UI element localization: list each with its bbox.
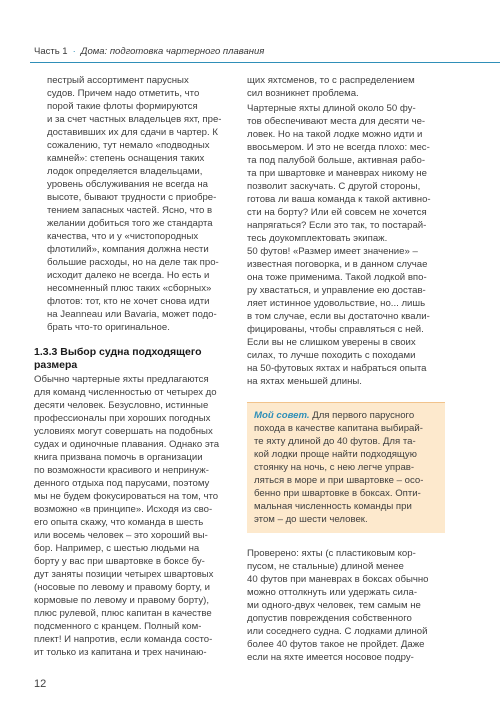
running-header xyxy=(0,44,500,62)
left-paragraph-2: Обычно чартерные яхты предлагаются для команд численностью от четырех до десяти человек. Безусловно, истинные профессионалы при хороших погодных условиях могут совершать на подобных судах и одиночные плавания. Однако эта книга призвана помочь в организации по возможности красивого и непринуж- денного отдыха под парусами, поэтому мы не будем фокусироваться на том, что возможно «в принципе». Исходя из сво- его опыта скажу, что команда в шесть или восемь человек – это хороший вы- бор. Например, с шестью людьми на борту у вас при швартовке в боксе бу- дут заняты позиции четырех швартовых (носовые по левому и правому борту, и кормовые по левому и правому борту), плюс рулевой, плюс капитан в качестве подсменного с кранцем. Полный ком- плект! И напротив, если команда состо- ит только из капитана и трех начинаю- xyxy=(34,374,220,658)
tip-text-block xyxy=(254,409,438,526)
right-paragraph-2: Чартерные яхты длиной около 50 фу- тов обеспечивают места для десяти че- ловек. Но на такой лодке можно идти и ввосьмером. И это не всегда плохо: мес- та под палубой больше, активная рабо- та при швартовке и маневрах никому не позволит заскучать. С другой стороны, готова ли ваша команда к такой активно- сти на борту? Или ей совсем не хочется напрягаться? Если это так, то постарай- тесь доукомплектовать экипаж. xyxy=(247,103,431,244)
right-paragraph-1: щих яхтсменов, то с распределением сил возникнет проблема. xyxy=(247,75,415,99)
chapter-title: Дома: подготовка чартерного плавания xyxy=(80,46,265,57)
page-number: 12 xyxy=(34,678,47,690)
right-paragraph-4: Проверено: яхты (с пластиковым кор- пусом, не стальные) длиной менее 40 футов при маневрах в боксах обычно можно оттолкнуть или удержать сила- ми одного-двух человек, тем самым не допустив повреждения собственного или соседнего судна. С лодками длиной более 40 футов такое не пройдет. Даже если на яхте имеется носовое подру- xyxy=(247,548,429,663)
running-header-text xyxy=(34,44,264,60)
right-column xyxy=(247,74,445,664)
left-paragraph-1: пестрый ассортимент парусных судов. Причем надо отметить, что порой такие флоты формируются и за счет частных владельцев яхт, пре- доставивших их для сдачи в чартер. К сожалению, тут немало «подводных камней»: степень оснащения таких лодок определяется владельцами, уровень обслуживания не всегда на высоте, бывают трудности с приобре- тением запасных частей. Ясно, что в желании добиться того же стандарта качества, что и у «чистопородных флотилий», компания должна нести большие расходы, но на деле так про- исходит далеко не всегда. Но есть и несомненный плюс таких «сборных» флотов: тот, кто не хочет снова идти на Jeanneau или Bavaria, может подо- брать что-то оригинальное. xyxy=(47,75,222,333)
header-separator: · xyxy=(72,46,76,57)
tip-box xyxy=(247,402,445,533)
part-label: Часть 1 xyxy=(34,46,68,57)
right-paragraph-3: 50 футов! «Размер имеет значение» – известная поговорка, и в данном случае она тоже применима. Такой лодкой впо- ру хвастаться, и управление ею достав- ляет истинное удовольствие, но... лишь в том случае, если вы достаточно квали- фицированы, чтобы справляться с ней. Если вы не слишком уверены в своих силах, то лучше походить с походами на 50-футовых яхтах и набраться опыта на яхтах меньшей длины. xyxy=(247,246,430,387)
header-rule xyxy=(30,62,500,63)
tip-label: Мой совет. xyxy=(254,410,310,421)
section-heading: 1.3.3 Выбор судна подходящего размера xyxy=(34,346,202,371)
tip-text: Для первого парусного похода в качестве капитана выбирай- те яхту длиной до 40 футов. Для та- кой лодки проще найти подходящую стоянку на ночь, с нею легче управ- ляться в море и при швартовке – осо- бенно при швартовке в боксах. Опти- мальная численность команды при этом – до шести человек. xyxy=(254,410,424,525)
left-column xyxy=(34,74,226,659)
